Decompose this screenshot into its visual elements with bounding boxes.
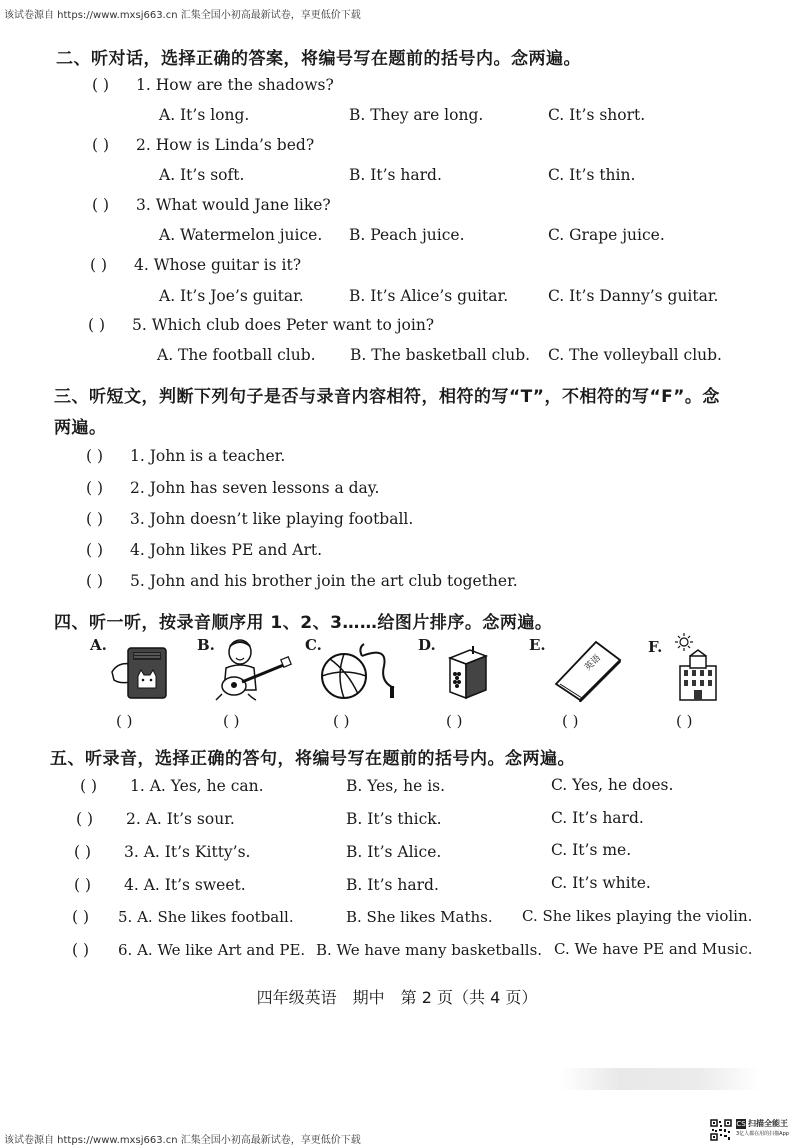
option-b: B. It’s thick. bbox=[346, 810, 442, 828]
picture-c-label: C. bbox=[305, 636, 322, 654]
option-b: B. She likes Maths. bbox=[346, 908, 493, 926]
answer-blank[interactable]: ( ) bbox=[74, 843, 92, 861]
picture-b-label: B. bbox=[197, 636, 215, 654]
question-text: 5. Which club does Peter want to join? bbox=[132, 316, 435, 334]
statement-text: 5. John and his brother join the art club together. bbox=[130, 572, 518, 590]
question-text: 2. How is Linda’s bed? bbox=[136, 136, 315, 154]
option-a: 4. A. It’s sweet. bbox=[124, 876, 246, 894]
question-text: 4. Whose guitar is it? bbox=[134, 256, 302, 274]
scanner-tagline: 3亿人都在用的扫描App bbox=[736, 1131, 789, 1137]
book-icon bbox=[552, 640, 624, 702]
basketball-and-jump-rope-icon bbox=[318, 642, 400, 702]
option-b: B. It’s Alice’s guitar. bbox=[349, 287, 509, 305]
option-b: B. It’s Alice. bbox=[346, 843, 442, 861]
section2-title: 二、听对话，选择正确的答案，将编号写在题前的括号内。念两遍。 bbox=[56, 49, 581, 69]
statement-text: 1. John is a teacher. bbox=[130, 447, 286, 465]
option-b: B. It’s hard. bbox=[346, 876, 439, 894]
option-c: C. We have PE and Music. bbox=[554, 940, 753, 958]
option-b: B. They are long. bbox=[349, 106, 484, 124]
building-with-sun-icon bbox=[670, 632, 724, 704]
option-a: 1. A. Yes, he can. bbox=[130, 777, 264, 795]
answer-blank[interactable]: ( ) bbox=[72, 941, 90, 959]
option-c: C. It’s short. bbox=[548, 106, 646, 124]
section4-title: 四、听一听，按录音顺序用 1、2、3……给图片排序。念两遍。 bbox=[54, 613, 553, 633]
source-watermark-top: 该试卷源自 https://www.mxsj663.cn 汇集全国小初高最新试卷，享更低价下载 bbox=[4, 10, 361, 21]
answer-blank[interactable]: ( ) bbox=[92, 76, 110, 94]
option-a: A. Watermelon juice. bbox=[159, 226, 323, 244]
picture-f-label: F. bbox=[648, 638, 663, 656]
answer-blank[interactable]: ( ) bbox=[86, 479, 104, 497]
book-cover-title: 英语 bbox=[583, 653, 603, 673]
statement-text: 4. John likes PE and Art. bbox=[130, 541, 323, 559]
picture-d-label: D. bbox=[418, 636, 436, 654]
qr-code-icon bbox=[710, 1119, 732, 1141]
question-text: 3. What would Jane like? bbox=[136, 196, 331, 214]
option-a: 3. A. It’s Kitty’s. bbox=[124, 843, 251, 861]
question-text: 1. How are the shadows? bbox=[136, 76, 334, 94]
option-a: 6. A. We like Art and PE. bbox=[118, 941, 306, 959]
option-c: C. The volleyball club. bbox=[548, 346, 722, 364]
option-b: B. It’s hard. bbox=[349, 166, 442, 184]
picture-f-blank[interactable]: ( ) bbox=[676, 712, 693, 730]
option-c: C. It’s thin. bbox=[548, 166, 636, 184]
picture-b-blank[interactable]: ( ) bbox=[223, 712, 240, 730]
scan-smudge bbox=[560, 1068, 760, 1090]
picture-d-blank[interactable]: ( ) bbox=[446, 712, 463, 730]
option-c: C. She likes playing the violin. bbox=[522, 907, 753, 925]
answer-blank[interactable]: ( ) bbox=[92, 196, 110, 214]
option-b: B. We have many basketballs. bbox=[316, 941, 543, 959]
picture-c-blank[interactable]: ( ) bbox=[333, 712, 350, 730]
option-a: 2. A. It’s sour. bbox=[126, 810, 235, 828]
option-c: C. It’s me. bbox=[551, 841, 632, 859]
page-footer: 四年级英语 期中 第 2 页（共 4 页） bbox=[256, 988, 538, 1007]
answer-blank[interactable]: ( ) bbox=[80, 777, 98, 795]
source-watermark-bottom: 该试卷源自 https://www.mxsj663.cn 汇集全国小初高最新试卷，享更低价下载 bbox=[4, 1135, 361, 1146]
answer-blank[interactable]: ( ) bbox=[86, 510, 104, 528]
option-c: C. Grape juice. bbox=[548, 226, 665, 244]
option-b: B. The basketball club. bbox=[350, 346, 531, 364]
picture-a-label: A. bbox=[90, 636, 107, 654]
option-b: B. Yes, he is. bbox=[346, 777, 446, 795]
section3-title: 三、听短文，判断下列句子是否与录音内容相符，相符的写“T”，不相符的写“F”。念 bbox=[54, 387, 720, 407]
answer-blank[interactable]: ( ) bbox=[92, 136, 110, 154]
answer-blank[interactable]: ( ) bbox=[76, 810, 94, 828]
picture-e-label: E. bbox=[529, 636, 546, 654]
option-c: C. Yes, he does. bbox=[551, 776, 674, 794]
answer-blank[interactable]: ( ) bbox=[72, 908, 90, 926]
option-a: A. It’s soft. bbox=[159, 166, 245, 184]
option-a: A. The football club. bbox=[157, 346, 316, 364]
cs-logo-icon: CS bbox=[736, 1119, 746, 1128]
cassette-player-icon bbox=[108, 642, 172, 702]
statement-text: 2. John has seven lessons a day. bbox=[130, 479, 380, 497]
answer-blank[interactable]: ( ) bbox=[86, 572, 104, 590]
answer-blank[interactable]: ( ) bbox=[86, 541, 104, 559]
scanner-brand-name: 扫描全能王 bbox=[748, 1119, 788, 1128]
picture-a-blank[interactable]: ( ) bbox=[116, 712, 133, 730]
answer-blank[interactable]: ( ) bbox=[86, 447, 104, 465]
option-a: 5. A. She likes football. bbox=[118, 908, 294, 926]
scanner-app-logo bbox=[736, 1118, 792, 1144]
option-c: C. It’s hard. bbox=[551, 809, 644, 827]
answer-blank[interactable]: ( ) bbox=[74, 876, 92, 894]
statement-text: 3. John doesn’t like playing football. bbox=[130, 510, 414, 528]
option-b: B. Peach juice. bbox=[349, 226, 465, 244]
option-a: A. It’s Joe’s guitar. bbox=[159, 287, 304, 305]
boy-playing-guitar-icon bbox=[212, 638, 292, 702]
option-a: A. It’s long. bbox=[159, 106, 250, 124]
picture-e-blank[interactable]: ( ) bbox=[562, 712, 579, 730]
answer-blank[interactable]: ( ) bbox=[90, 256, 108, 274]
option-c: C. It’s Danny’s guitar. bbox=[548, 287, 719, 305]
section5-title: 五、听录音，选择正确的答句，将编号写在题前的括号内。念两遍。 bbox=[50, 749, 575, 769]
section3-title-cont: 两遍。 bbox=[54, 418, 107, 438]
option-c: C. It’s white. bbox=[551, 874, 651, 892]
grape-juice-box-icon bbox=[446, 644, 490, 702]
answer-blank[interactable]: ( ) bbox=[88, 316, 106, 334]
